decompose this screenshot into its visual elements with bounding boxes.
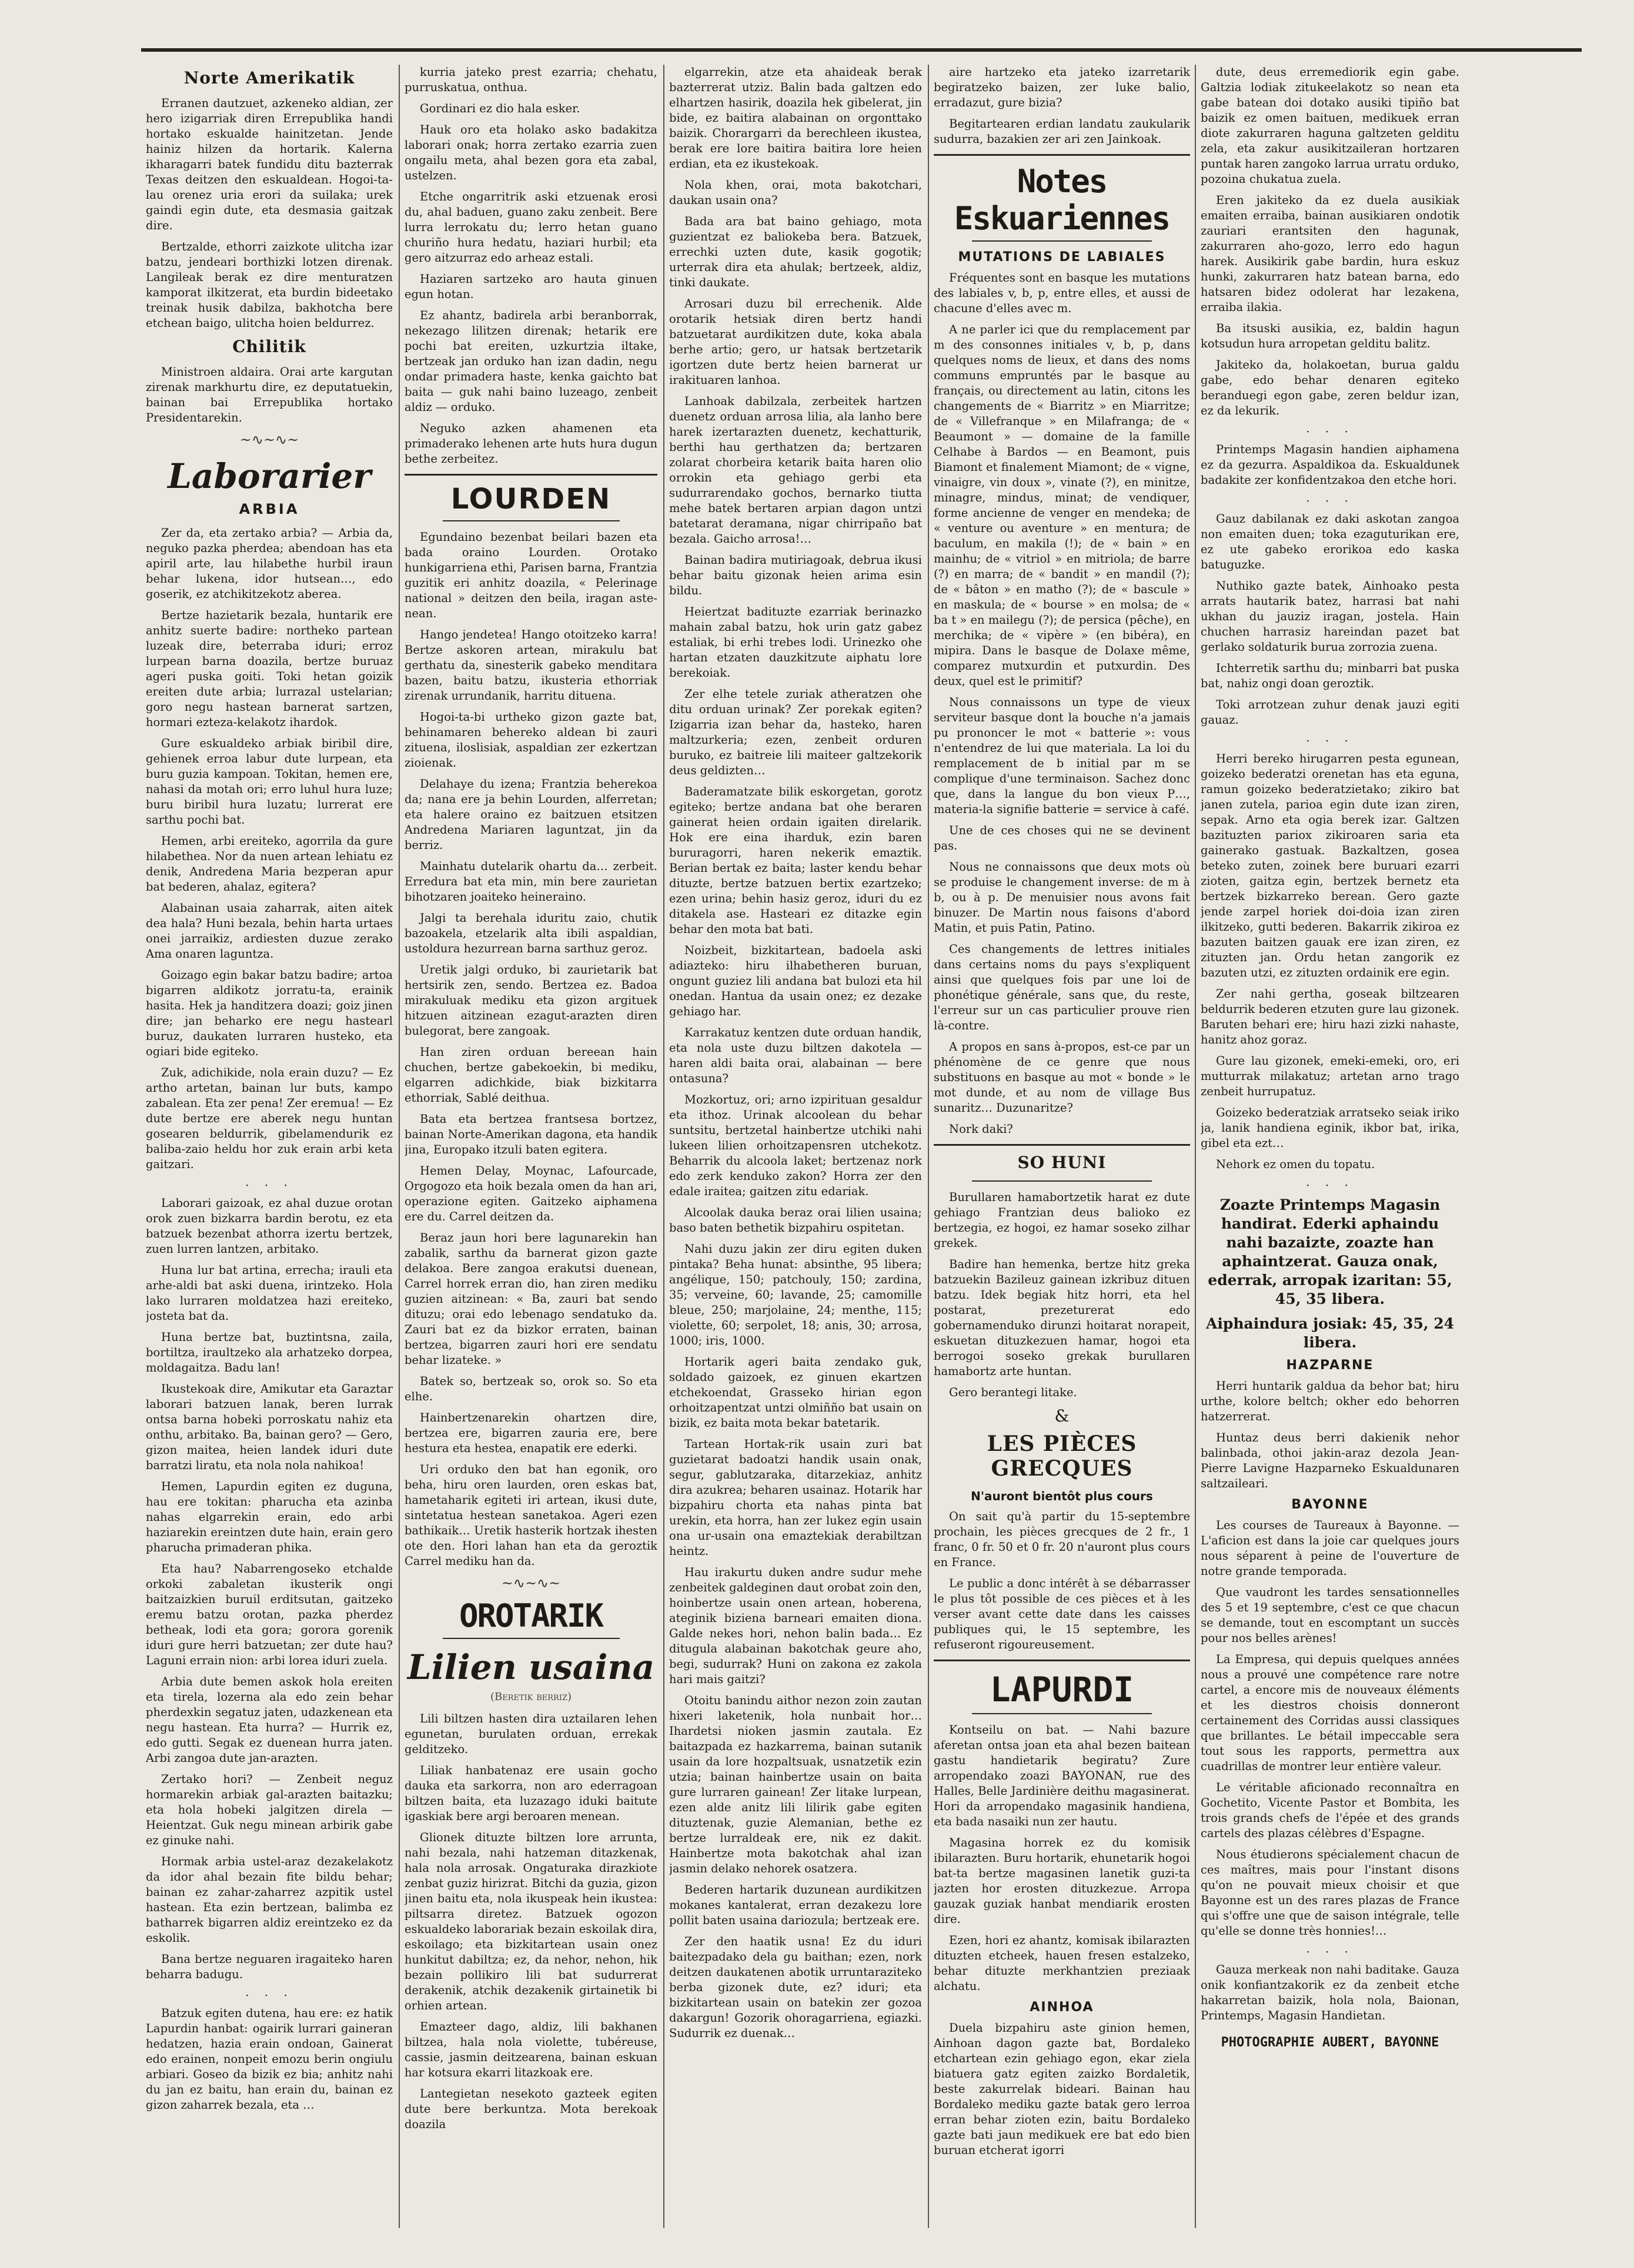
- paragraph: Delahaye du izena; Frantzia beherekoa da; nana ere ja behin Lourden, alferretan; eta halere oraino ez baitzuen etsitzen Andredena Mariaren laguntzat, jin da berriz.: [405, 777, 657, 852]
- paragraph: Ez ahantz, badirela arbi beranborrak, nekezago lilitzen direnak; hetarik ere pochi bat ereiten, uzkurtzia iltake, bertzeak jan orduko han izan dadin, negu ondar primadera haste, kenka gaichto bat baita — guk nahi baino luzeago, zenbeit aldiz — orduko.: [405, 309, 657, 414]
- separator-dots: · · ·: [1306, 494, 1354, 508]
- column-2: [405, 65, 657, 2138]
- paragraph: Haziaren sartzeko aro hauta ginuen egun hotan.: [405, 272, 657, 301]
- paragraph: Zertako hori? — Zenbeit neguz hormarekin arbiak gal-arazten baitazku; eta hola hobeki jalgitzen direla — Heientzat. Guk negu minean arbirik gabe ez ginuke nahi.: [146, 1772, 393, 1847]
- paragraph: Glionek dituzte biltzen lore arrunta, nahi bezala, nahi hatzeman ditazkenak, hala nola arrosak. Ongaturaka dirazkiote zenbat guziz hirizrat. Bitchi da guzia, gizon jinen baitu eta, nola ikuspeak hein ikustea: piltsarra diretez. Batzuek ogozon eskualdeko laborariak bezain eskoilak dira, eskoilago; eta bizkitartean usain onez hunkitut dabiltza; ez, da nehor, nehon, hik bezain pollikiro lili bat sudurrerat derakenik, atchik dezakenik girtainetik bi orhien artean.: [405, 1831, 657, 2012]
- heading-bayonne: BAYONNE: [1291, 1497, 1369, 1512]
- paragraph: Les courses de Taureaux à Bayonne. — L'aficion est dans la joie car quelques jours nous séparent à peine de l'ouverture de notre grande temporada.: [1201, 1518, 1459, 1578]
- paragraph: Bertzalde, ethorri zaizkote ulitcha izar batzu, jendeari borthizki lotzen direnak. Langileak berak ez dire menturatzen kamporat ilkitzerat, eta burdin bideetako treinak husik dabilza, bakhotcha bere etchean baigo, ulitcha hoien beldurrez.: [146, 240, 393, 330]
- heading-hazparne: HAZPARNE: [1286, 1358, 1374, 1373]
- column-5: [1201, 65, 1459, 2050]
- ornament: ~∿~∿~: [501, 1575, 561, 1591]
- paragraph: Han ziren orduan bereean hain chuchen, bertze gabekoekin, bi mediku, elgarren adichkide, biak bizkitarra ethorriak, Sablé deithua.: [405, 1045, 657, 1105]
- paragraph: Zer da, eta zertako arbia? — Arbia da, neguko pazka pherdea; abendoan has eta apiril arte, lau hilabethe hurbil iraun behar lukena, idor hutsean…, edo goserik, ez atchikitzekotz aberea.: [146, 526, 393, 601]
- label-beretik-berriz: (Beretik berriz): [490, 1691, 572, 1703]
- paragraph: Uri orduko den bat han egonik, oro beha, hiru oren laurden, oren eskas bat, hametaharik egiteti iri artean, ikusi dute, sintetatua hestean sanetakoa. Ageri ezen bathikaik… Uretik hasterik hortzak ihesten ote den. Hori lahan han eta da geroztik Carrel mediku han da.: [405, 1463, 657, 1568]
- paragraph: Huntaz deus berri dakienik nehor balinbada, othoi jakin-araz dezola Jean-Pierre Lavigne Hazparneko Eskualdunaren saltzaileari.: [1201, 1431, 1459, 1490]
- section-rule: [934, 1660, 1190, 1661]
- paragraph: Laborari gaizoak, ez ahal duzue orotan orok zuen bizkarra bardin berotu, ez eta batzuek bezenbat athorra izertu bertzek, zuen lurren lantzen, arbitako.: [146, 1196, 393, 1256]
- paragraph: aire hartzeko eta jateko izarretarik begiratzeko baizen, zer luke balio, erradazut, gure bizia?: [934, 65, 1190, 109]
- paragraph: Alabainan usaia zaharrak, aiten aitek dea hala? Huni bezala, behin harta urtaes onei jarraikiz, ardiesten duzue zerako Ama onaren laguntza.: [146, 901, 393, 961]
- ornament: ~∿~∿~: [239, 431, 299, 448]
- paragraph: Nehork ez omen du topatu.: [1216, 1158, 1375, 1171]
- paragraph: Zer elhe tetele zuriak atheratzen ohe ditu orduan urinak? Zer porekak egiten? Izigarria izan behar da, hasteko, haren maltzurkeria; ezen, zenbeit orduren buruko, ez baitreie lili maiteer galtzekorik deus geldizten…: [669, 687, 922, 777]
- paragraph: Baderamatzate bilik eskorgetan, gorotz egiteko; bertze andana bat ohe beraren gainerat heien ordain igaiten direlarik. Hok ere eina iharduk, ezin baren bururagorri, haren nekerik emaztik. Berian bertak ez baita; laster kendu behar dituzte, bertze batzuen bertix ezartzeko; ezen urina; behin hasiz geroz, iduri du ez ditakela ase. Hasteari ez ditazke egin behar den mota bat bati.: [669, 785, 922, 936]
- paragraph: Mozkortuz, ori; arno izpirituan gesaldur eta ithoz. Urinak alcoolean du behar suntsitu, bertzetal hainbertze utchiki nahi lukeen lilien orhoitzapensren utchekotz. Beharrik du alcoola laket; bertzenaz nork edo zerk kenduko zakon? Horra zer den edale iraitea; gaitzen zitu edariak.: [669, 1093, 922, 1198]
- printemps-ad: Zoazte Printemps Magasin handirat. Ederki aphaindu nahi bazaizte, zoazte han aphaintzerat. Gauza onak, ederrak, arropak izaritan: 55, 45, 35 libera.: [1208, 1196, 1452, 1307]
- paragraph: Hogoi-ta-bi urtheko gizon gazte bat, behinamaren behereko aldean bi zauri zituena, iloslisiak, aspaldian zer ezkertzan zioienak.: [405, 710, 657, 770]
- paragraph: Alcoolak dauka beraz orai lilien usaina; baso baten bethetik bizpahiru ospitetan.: [669, 1206, 922, 1235]
- paragraph: Que vaudront les tardes sensationnelles des 5 et 19 septembre, c'est ce que chacun se demande, tout en escomptant un succès pour nos belles arènes!: [1201, 1585, 1459, 1645]
- paragraph: Ikustekoak dire, Amikutar eta Garaztar laborari batzuen lanak, beren lurrak ontsa barna hobeki porroskatu nahiz eta onthu, arbitako. Ba, bainan gero? — Gero, gizon maitea, heien landek iduri dute barratzi liratu, eta nola nola nahikoa!: [146, 1382, 393, 1472]
- paragraph: Mainhatu dutelarik ohartu da… zerbeit. Erredura bat eta min, min bere zaurietan bihotzaren joaiteko heineraino.: [405, 859, 657, 904]
- paragraph: Batzuk egiten dutena, hau ere: ez hatik Lapurdin hanbat: ogairik lurrari gaineran hedatzen, hazia erain ondoan, Gainerat edo erainen, nonpeit emozu berin ongiulu arbiari. Goseo da bizik ez bia; anhitz nahi du jan ez baitu, han erain du, bainan ez gizon zaharrek bezala, eta …: [146, 2006, 393, 2112]
- paragraph: Kontseilu on bat. — Nahi bazure aferetan ontsa joan eta ahal bezen baitean gastu handietarik begiratu? Zure arropendako zoazi BAYONAN, rue des Halles, Belle Jardinière deithu magasinerat. Hori da arropendako magasinik handiena, eta bada nasaiki nun zer hautu.: [934, 1723, 1190, 1828]
- paragraph: Etche ongarritrik aski etzuenak erosi du, ahal baduen, guano zaku zenbeit. Bere lurra lerrokatu du; lerro hetan guano churiño hura hedatu, haziari hurbil; eta gero aitzurraz edo arheaz estali.: [405, 190, 657, 265]
- paragraph: Nola khen, orai, mota bakotchari, daukan usain ona?: [669, 178, 922, 207]
- section-rule: [934, 1144, 1190, 1146]
- paragraph: Emazteer dago, aldiz, lili bakhanen biltzea, hala nola violette, tubéreuse, cassie, jasmin deitzearena, bainan eskuan har kotsura ekarri litazkoak ere.: [405, 2020, 657, 2079]
- paragraph: Batek so, bertzeak so, orok so. So eta elhe.: [405, 1374, 657, 1403]
- paragraph: Zer nahi gertha, goseak biltzearen beldurrik bederen etzuten gure lau gizonek. Baruten behari ere; hiru hazi zizki nahaste, hanitz ahoz goraz.: [1201, 987, 1459, 1046]
- paragraph: Arrosari duzu bil errechenik. Alde orotarik hetsiak diren bertz handi batzuetarat aurdikitzen dute, koka abala berhe artio; gero, ur hatsak bertzetarik igortzen dute bertz heien barnerat ur irakituaren lanhoa.: [669, 297, 922, 387]
- photo-credit: PHOTOGRAPHIE AUBERT, BAYONNE: [1221, 2035, 1439, 2050]
- paragraph: Nous étudierons spécialement chacun de ces maîtres, mais pour l'instant disons qu'on ne pouvait mieux choisir et que Bayonne est un des rares plazas de France qui s'offre une que de saison intégrale, telle qu'elle se donne très honnies!…: [1201, 1848, 1459, 1938]
- paragraph: Herri huntarik galdua da behor bat; hiru urthe, kolore beltch; okher edo behorren hatzerrerat.: [1201, 1379, 1459, 1423]
- paragraph: Erranen dautzuet, azkeneko aldian, zer hero izigarriak diren Errepublika handi hortako eskualde hainitzetan. Jende hainiz hilzen da hortarik. Kalerna ikharagarri batek fundidu ditu bazterrak Texas deitzen den eskualdean. Hogoi-ta-lau orenez uria erori da suilaka; urek gaindi egin dute, eta desmasia gaitzak dire.: [146, 96, 393, 232]
- paragraph: Toki arrotzean zuhur denak jauzi egiti gauaz.: [1201, 698, 1459, 727]
- paragraph: Noizbeit, bizkitartean, badoela aski adiazteko: hiru ilhabetheren buruan, ongunt guziez lili andana bat bulozi eta hil onedan. Hantua da usain onez; ez dezake gehiago har.: [669, 944, 922, 1018]
- heading-notes-eskuariennes: Notes Eskuariennes: [954, 163, 1170, 237]
- column-1: [146, 65, 393, 2119]
- paragraph: Une de ces choses qui ne se devinent pas.: [934, 824, 1190, 852]
- paragraph: Egundaino bezenbat beilari bazen eta bada oraino Lourden. Orotako hunkigarriena ethi, Parisen barna, Frantzia guzitik eri anhitz doazila, « Pelerinage national » deitzen den beila, iragan aste-nean.: [405, 530, 657, 620]
- paragraph: Hemen, Lapurdin egiten ez duguna, hau ere tokitan: pharucha eta azinba nahas elgarrekin erain, edo arbi haziarekin ereintzen dute hain, erain gero pharucha primaderan phika.: [146, 1480, 393, 1554]
- subheading-pieces: N'auront bientôt plus cours: [971, 1489, 1153, 1503]
- paragraph: Liliak hanbatenaz ere usain gocho dauka eta sarkorra, non aro ederragoan biltzen baita, eta luzazago iduki baitute igaskiak bere argi beroaren menean.: [405, 1764, 657, 1823]
- paragraph: Goizeko bederatziak arratseko seiak iriko ja, lanik handiena eginik, ikbor bat, irika, gibel eta ezt…: [1201, 1106, 1459, 1150]
- paragraph: Goizago egin bakar batzu badire; artoa bigarren aldikotz jorratu-ta, erainik hasita. Hek ja handitzera doazi; goiz jinen dire; jan beharko ere negu hastearl buruz, daukaten lurraren husteko, eta ogiari bide egiteko.: [146, 968, 393, 1058]
- column-3: [669, 65, 922, 2047]
- column-4: [934, 65, 1190, 2164]
- paragraph: Nous ne connaissons que deux mots où se produise le changement inverse: de m à b, ou à p. De menuisier nous avons fait binuzer. De Martin nous faisons d'abord Matin, et puis Patin, Patino.: [934, 860, 1190, 935]
- paragraph: Ba itsuski ausikia, ez, baldin hagun kotsudun hura arropetan gelditu balitz.: [1201, 322, 1459, 350]
- paragraph: Zuk, adichikide, nola erain duzu? — Ez artho artetan, bainan lur buts, kampo zabalean. Eta zer pena! Zer eremua! — Ez dute bertze ere aberek negu huntan gosearen beldurrik, gibelamendurik ez baliba-zaio heldu hor zuk erain arbi keta gaitzari.: [146, 1066, 393, 1171]
- heading-lilien-usaina: Lilien usaina: [407, 1647, 655, 1687]
- paragraph: Ces changements de lettres initiales dans certains noms du pays s'expliquent ainsi que quelques fois par une loi de phonétique générale, sans que, du reste, l'erreur sur un cas particulier prouve rien là-contre.: [934, 942, 1190, 1032]
- paragraph: On sait qu'à partir du 15-septembre prochain, les pièces grecques de 2 fr., 1 franc, 0 fr. 50 et 0 fr. 20 n'auront plus cours en France.: [934, 1510, 1190, 1569]
- heading-lourden: LOURDEN: [450, 483, 612, 516]
- heading-norte-amerikatik: Norte Amerikatik: [183, 68, 355, 88]
- heading-lapurdi: LAPURDI: [990, 1670, 1134, 1710]
- paragraph: Beraz jaun hori bere lagunarekin han zabalik, sarthu da barnerat gizon gazte delakoa. Bere zangoa erakutsi duenean, Carrel horrek erran dio, han ziren mediku guzien aitzinean: « Ba, zauri bat sendo dituzu; orai edo lebenago sendatuko da. Zauri bat ez da bizkor erraten, bainan bertzea, bigarren zauri hori ere sendatu behar lizateke. »: [405, 1231, 657, 1367]
- column-divider: [928, 65, 929, 2228]
- paragraph: Le public a donc intérêt à se débarrasser le plus tôt possible de ces pièces et à les verser avant cette date dans les caisses publiques qui, le 15 septembre, les refuseront rigoureusement.: [934, 1577, 1190, 1651]
- title-rule: [972, 1713, 1151, 1714]
- heading-les-pieces-grecques: LES PIÈCES GRECQUES: [987, 1431, 1137, 1481]
- heading-chilitik: Chilitik: [232, 337, 306, 356]
- paragraph: Huna lur bat artina, errecha; irauli eta arhe-aldi bat aski duena, irintzeko. Hola lako lurraren moldatzea hazi ereiteko, josteta bat da.: [146, 1263, 393, 1323]
- heading-laborarier: Laborarier: [168, 456, 371, 496]
- paragraph: A propos en sans à-propos, est-ce par un phénomène de ce genre que nous substituons en basque au mot « bonde » le mot dunde, et au nom de village Bus sunaritz… Duzunaritze?: [934, 1040, 1190, 1115]
- paragraph: Bana bertze neguaren iragaiteko haren beharra badugu.: [146, 1952, 393, 1981]
- separator-dots: · · ·: [1306, 734, 1354, 748]
- paragraph: Bertze hazietarik bezala, huntarik ere anhitz suerte badire: northeko partean luzeak dire, beterraba iduri; erroz lurpean barna doazila, bertze buruaz ageri puska goiti. Toki hetan goizik ereiten dute arbia; lurrazal ustelarian; goro negu hastean barnerat sartzen, hormari ezteza-kelakotz ihardok.: [146, 608, 393, 729]
- paragraph: Heiertzat badituzte ezarriak berinazko mahain zabal batzu, hok urin gatz gabez estaliak, bi erhi trebes lodi. Urinezko ohe hartan etzaten dauzkitzute aiphatu lore berekoiak.: [669, 605, 922, 680]
- paragraph: A ne parler ici que du remplacement par m des consonnes initiales v, b, p, dans quelques noms de lieux, et dans des noms communs empruntés par le basque au français, ou directement au latin, citons les changements de « Biarritz » en Miarritze; de « Villefranque » en Milafranga; de « Beaumont » — domaine de la famille Celhabe à Bardos — en Beamont, puis Biamont et finalement Miamont; de « vigne, vinaigre, vin doux », vinate (?), en minitze, minagre, mindus, minat; de vendiquer, forme ancienne de venger en mendeka; de « venture ou aventure » en mentura; de baculum, en makila (!); de « bain » en mainhu; de « vitriol » en mitriola; de barre (?) en marra; de « bandit » en mandil (?); de « bâton » en matho (?); de « bascule » en maskula; de « bourse » en molsa; de « ba t » en mailegu (?); de persica (pêche), en merchika; de « vipère » (en bibéra), en mipira. Dans le basque de Dolaxe même, comparez mutxurdin et putxurdin. Des deux, quel est le primitif?: [934, 323, 1190, 688]
- paragraph: Hainbertzenarekin ohartzen dire, bertzea ere, bigarren zauria ere, bere hestura eta hestea, enapatik ere ederki.: [405, 1411, 657, 1455]
- paragraph: Nous connaissons un type de vieux serviteur basque dont la bouche n'a jamais pu prononcer le mot « batterie »: vous n'entendrez de lui que materiala. La loi du remplacement de b initial par m se complique d'une terminaison. Sachez donc que, dans la langue du bon vieux P…, materia-la signifie batterie = service à café.: [934, 695, 1190, 816]
- paragraph: Magasina horrek ez du komisik ibilarazten. Buru hortarik, ehunetarik hogoi bat-ta bertze magasinen lanetik guzi-ta jazten hor erosten dituzkezue. Arropa gauzak guziak hanbat mendiarik erosten dire.: [934, 1836, 1190, 1926]
- paragraph: Bainan badira mutiriagoak, debrua ikusi behar baitu gizonak heien arima esin bildu.: [669, 553, 922, 597]
- heading-so-huni: SO HUNI: [1017, 1153, 1107, 1172]
- paragraph: Karrakatuz kentzen dute orduan handik, eta nola uste duzu biltzen dakotela — haren aldi baita orai, alabainan — bere ontasuna?: [669, 1026, 922, 1085]
- ampersand: &: [1054, 1406, 1070, 1426]
- paragraph: kurria jateko prest ezarria; chehatu, purruskatua, onthua.: [405, 65, 657, 94]
- paragraph: Lanhoak dabilzala, zerbeitek hartzen duenetz orduan arrosa lilia, ala lanho bere harek izertarazten duenetz, kechatturik, berthi hau gerthatzen da; bertzaren zolarat chorbeira ketarik baita haren olio orrokin eta gehiago gerbi eta sudurrarendako gochos, bernarko tiutta mehe batek bertaren arpian dagon untzi batetarat deramana, nigar chirripaño bat bezala. Gaicho arrosa!…: [669, 394, 922, 546]
- paragraph: Badire han hemenka, bertze hitz greka batzuekin Bazileuz gainean izkribuz dituen batzu. Idek begiak hitz horri, eta hel postarat, prezeturerat edo gobernamenduko dirunzi hoitarat norapeit, eskuetan dituzkezuen hamar, hogoi eta berrogoi soseko grekak burullaren hamabortz arte huntan.: [934, 1257, 1190, 1378]
- title-rule: [972, 240, 1151, 242]
- paragraph: Neguko azken ahamenen eta primaderako lehenen arte huts hura dugun bethe zerbeitez.: [405, 422, 657, 466]
- paragraph: Hemen Delay, Moynac, Lafourcade, Orgogozo eta hoik bezala omen da han ari, operazione egiten. Gaitzeko aiphamena ere du. Carrel deitzen da.: [405, 1164, 657, 1223]
- paragraph: dute, deus erremediorik egin gabe. Galtzia lodiak zitukeelakotz so nean eta gabe batean doi dotako ausiki tipiño bat baizik ez omen baituen, medikuek erran diote zakurraren haguna galtzeten gelditu zela, eta zakur ausikitzaileran hortzaren puntak haren zangoko larrua urratu orduko, pozoina chukatua zuela.: [1201, 65, 1459, 186]
- paragraph: Bata eta bertzea frantsesa bortzez, bainan Norte-Amerikan dagona, eta handik jina, Europako itzuli baten egitera.: [405, 1112, 657, 1156]
- paragraph: Ichterretik sarthu du; minbarri bat puska bat, nahiz ongi doan geroztik.: [1201, 661, 1459, 690]
- paragraph: Gure lau gizonek, emeki-emeki, oro, eri mutturrak milakatuz; artetan arno trago zenbeit hurrupatuz.: [1201, 1054, 1459, 1098]
- paragraph: Hortarik ageri baita zendako guk, soldado gaizoek, ez ginuen ekartzen etchekoendat, Grasseko hirian egon orhoitzapentzat untzi olmiñño bat usain on bizik, ez baita mota bekar batetarik.: [669, 1355, 922, 1430]
- column-divider: [399, 65, 400, 2228]
- paragraph: Ministroen aldaira. Orai arte kargutan zirenak markhurtu dire, ez deputatuekin, bainan bai Errepublika hortako Presidentarekin.: [146, 365, 393, 424]
- paragraph: Nork daki?: [949, 1122, 1013, 1136]
- paragraph: Fréquentes sont en basque les mutations des labiales v, b, p, entre elles, et aussi de chacune d'elles avec m.: [934, 271, 1190, 315]
- paragraph: Hau irakurtu duken andre sudur mehe zenbeitek galdeginen daut orobat zoin den, hoinbertze usain onen artean, hoberena, ateginik biziena barneari emaiten diona. Galde nekes hori, nehon balin bada… Ez ditugula alabainan bakotchak geure aho, begi, sudurrak? Huni on zakona ez zakola hari mais gaitzi?: [669, 1565, 922, 1686]
- paragraph: Hauk oro eta holako asko badakitza laborari onak; horra zertako ezarria zuen ongailu meta, ahal bezen gora eta zabal, ustelzen.: [405, 123, 657, 182]
- paragraph: Hemen, arbi ereiteko, agorrila da gure hilabethea. Nor da nuen artean lehiatu ez denik, Andredena Maria bezperan apur bat bederen, ahalaz, egitera?: [146, 834, 393, 894]
- paragraph: elgarrekin, atze eta ahaideak berak bazterrerat utziz. Balin bada galtzen edo elhartzen hasirik, doazila hek gibelerat, jin bide, ez baitira alabainan on orgonttako baizik. Chorargarri da berechleen ikustea, berak ere lore baitira baitira lore heien erdian, eta ez ikustekoak.: [669, 65, 922, 170]
- paragraph: Hango jendetea! Hango otoitzeko karra! Bertze askoren artean, mirakulu bat gerthatu da, sinesterik gabeko menditara bazen, baitu batzu, ikusteria ethorriak zirenak urrundanik, harritu dituena.: [405, 628, 657, 703]
- paragraph: La Empresa, qui depuis quelques années nous a prouvé une compétence rare notre cartel, a encore mis de nouveaux éléments et les diestros choisis donneront certainement des Corridas aussi classiques que brillantes. Le bétail impeccable sera tout sous les rapports, permettra aux cuadrillas de montrer leur entière valeur.: [1201, 1653, 1459, 1773]
- paragraph: Bederen hartarik duzunean aurdikitzen mokanes kantalerat, erran dezakezu lore pollit baten usaina dariozula; bertzeak ere.: [669, 1883, 922, 1927]
- heading-arbia: ARBIA: [239, 501, 300, 517]
- paragraph: Uretik jalgi orduko, bi zaurietarik bat hertsirik zen, sendo. Bertzea ez. Badoa mirakuluak mediku eta gizon argituek hitzuen aitzinean ezagut-arazten diren bulegorat, bere zangoak.: [405, 963, 657, 1038]
- paragraph: Eren jakiteko da ez duela ausikiak emaiten erraiba, bainan ausikiaren ondotik zauriari erantsiten den hagunak, zakurraren aho-gozo, lerro edo hagun harek. Ausikirik gabe bardin, hura eskuz hunki, zakurraren hatz batean barna, edo hatsaren bidez odolerat har lezakena, erraiba ilakia.: [1201, 193, 1459, 314]
- paragraph: Nuthiko gazte batek, Ainhoako pesta arrats hautarik batez, harrasi bat nahi ukhan du jauziz iragan, jostela. Hain chuchen harrasiz hareindan pazet bat gerlako soldaturik burua zorrozia zuena.: [1201, 579, 1459, 654]
- separator-dots: · · ·: [1306, 1945, 1354, 1959]
- paragraph: Nahi duzu jakin zer diru egiten duken pintaka? Beha hunat: absinthe, 95 libera; angélique, 150; patchouly, 150; zardina, 35; verveine, 60; lavande, 25; camomille bleue, 250; marjolaine, 24; menthe, 115; violette, 60; serpolet, 18; anis, 30; arrosa, 1000; iris, 1000.: [669, 1242, 922, 1347]
- title-rule: [443, 1638, 620, 1639]
- title-rule: [443, 520, 620, 521]
- heading-ainhoa: AINHOA: [1030, 2000, 1094, 2015]
- separator-dots: · · ·: [1306, 1178, 1354, 1192]
- paragraph: Tartean Hortak-rik usain zuri bat guzietarat badoatzi handik usain onak, segur, gablutzaraka, ditarzekiaz, anhitz dira azukrea; beharen usainaz. Hotarik har bizpahiru chorta eta nahas pinta bat urekin, eta horra, han zer lukez egin usain ona ur-usain ona emaztekiak derabiltzan heintz.: [669, 1437, 922, 1558]
- section-rule: [405, 474, 657, 476]
- paragraph: Herri bereko hirugarren pesta egunean, goizeko bederatzi orenetan has eta eguna, ramun goizeko bederatzietako; zikiro bat janen zutela, parioa egin dute izan ziren, sepak. Arno eta ogia berek izar. Galtzen bazituzten pariox zikiroaren saria eta gainerako gastuak. Bazkaltzen, gosea beteko zuten, zoinek bere buruari ezarri zioten, gaitza egin, bertzek bernetz eta bertzek bizkarreko berean. Gero gazte jende zarpel horiek doi-doia izan ziren ilkitzeko, gutti bederen. Bakarrik zikiroa ez bazuten baitzen gauak ere izan ziren, ez zituzten jan. Ordu hetan zangorik ez bazuten utzi, ez zituzten ordainik ere egin.: [1201, 752, 1459, 979]
- paragraph: Hormak arbia ustel-araz dezakelakotz da idor ahal bezain fite bildu behar; bainan ez zahar-zaharrez azpitik ustel hastean. Eta ezin bertzean, balimba ez batharrek bigarren aldiz ereintzeko ez da eskolik.: [146, 1855, 393, 1945]
- paragraph: Huna bertze bat, buztintsna, zaila, bortiltza, iraultzeko ala arhatzeko dorpea, moldagaitza. Badu lan!: [146, 1330, 393, 1374]
- paragraph: Printemps Magasin handien aiphamena ez da gezurra. Aspaldikoa da. Eskualdunek badakite zer konfidentzakoa den etche hori.: [1201, 443, 1459, 487]
- paragraph: Gauz dabilanak ez daki askotan zangoa non emaiten duen; toka ezaguturikan ere, ez ute gabeko erorikoa edo kaska batuguzke.: [1201, 512, 1459, 571]
- paragraph: Jakiteko da, holakoetan, burua galdu gabe, edo behar denaren egiteko beranduegi egon gabe, zeren beldur izan, ez da lekurik.: [1201, 358, 1459, 417]
- paragraph: Gero berantegi litake.: [949, 1386, 1077, 1399]
- section-rule: [934, 154, 1190, 156]
- paragraph: Zer den haatik usna! Ez du iduri baitezpadako dela gu baithan; ezen, nork deitzen daukatenen abotik urruntaraziteko berba gizonek dute, ez? iduri; eta bizkitartean usain on batekin zer gozoa dakargun! Gozorik ohoragarriena, egiazki. Sudurrik ez duenak…: [669, 1935, 922, 2040]
- paragraph: Le véritable aficionado reconnaîtra en Gochetito, Vicente Pastor et Bombita, les trois grands chefs de l'épée et des grands cartels des plazas célèbres d'Espagne.: [1201, 1781, 1459, 1840]
- printemps-ad-prices: Aiphaindura josiak: 45, 35, 24 libera.: [1205, 1315, 1455, 1351]
- paragraph: Eta hau? Nabarrengoseko etchalde orkoki zabaletan ikusterik ongi baitzaizkien buruil erditsutan, gaitzeko eremu batzu orotan, pazka pherdez betheak, lodi eta gora; gorora gorenik iduri gure herri batzuetan; zer dute hau? Laguni errain nion: arbi lorea iduri zuela.: [146, 1562, 393, 1667]
- heading-orotarik: OROTARIK: [459, 1597, 603, 1634]
- paragraph: Lili biltzen hasten dira uztailaren lehen egunetan, burulaten orduan, errekak gelditzeko.: [405, 1712, 657, 1756]
- top-rule: [141, 48, 1582, 52]
- column-divider: [663, 65, 664, 2228]
- separator-dots: · · ·: [245, 1178, 293, 1192]
- paragraph: Gure eskualdeko arbiak biribil dire, gehienek erroa labur dute lurpean, eta buru guzia kampoan. Tokitan, hemen ere, nahasi da motah ori; erro luhul hura luze; buru biribil hura luzatu; lurrerat ere sarthu pochi bat.: [146, 737, 393, 827]
- paragraph: Otoitu banindu aithor nezon zoin zautan hixeri laketenik, hola nunbait hor… Ihardetsi nioken jasmin zautala. Ez baitazpada ez hazkarrema, bainan sutanik usain da lore hozpaltsuak, usnatzetik ezin utzia; bainan hainbertze usain on baita gure lurraren gainean! Zer litake lurpean, ezen alde anitz lili lilirik gabe egiten dituztenak, guzie Alemanian, bethe ez bertze lurraldeak ere, nik ez dakit. Hainbertze mota bakotchak ahal izan jasmin delako nehorek osatzera.: [669, 1694, 922, 1875]
- paragraph: Arbia dute bemen askok hola ereiten eta tirela, lozerna ala edo zein behar pherdexkin segatuz jaten, udazkenean eta negu hastean. Eta hurra? — Hurrik ez, edo gutti. Segak ez duenean hurra jaten. Arbi zangoa dute jan-arazten.: [146, 1675, 393, 1765]
- paragraph: Jalgi ta berehala iduritu zaio, chutik bazoakela, etzelarik alta ibili aspaldian, ustoldura hezurrean barna sarthuz geroz.: [405, 911, 657, 955]
- paragraph: Burullaren hamabortzetik harat ez dute gehiago Frantzian deus balioko ez bertzegia, ez hogoi, ez hamar soseko zilhar grekek.: [934, 1190, 1190, 1250]
- paragraph: Begitartearen erdian landatu zaukularik sudurra, bazakien zer ari zen Jainkoak.: [934, 117, 1190, 146]
- paragraph: Gauza merkeak non nahi baditake. Gauza onik konfiantzakorik ez da zenbeit etche hakarretan baizik, hola nola, Baionan, Printemps, Magasin Handietan.: [1201, 1963, 1459, 2022]
- title-rule: [972, 1180, 1151, 1182]
- paragraph: Bada ara bat baino gehiago, mota guzientzat ez baliokeba bera. Batzuek, errechki uzten dute, kasik gogotik; urterrak dira eta ahulak; bertzeek, aldiz, tinki daukate.: [669, 215, 922, 289]
- paragraph: Ezen, hori ez ahantz, komisak ibilarazten dituzten etcheek, hauen fresen estalzeko, behar dituzte merkhantzien preziaak alchatu.: [934, 1934, 1190, 1993]
- separator-dots: · · ·: [245, 1988, 293, 2002]
- paragraph: Gordinari ez dio hala esker.: [420, 102, 580, 115]
- heading-mutations-de-labiales: MUTATIONS DE LABIALES: [958, 250, 1166, 265]
- column-divider: [1195, 65, 1196, 2228]
- paragraph: Duela bizpahiru aste ginion hemen, Ainhoan dagon gazte bat, Bordaleko etchartean ezin gehiago egon, ekar ziela biatuera gatz egiten zaizko Bordaletik, beste zakurrelak bideari. Bainan hau Bordaleko mediku gazte batak gero lerroa erran behar zioten ezin, baitu Bordaleko gazte bati jaun medikuek ere bat edo bien buruan etcherat igorri: [934, 2021, 1190, 2157]
- paragraph: Lantegietan nesekoto gazteek egiten dute bere berkuntza. Mota berekoak doazila: [405, 2087, 657, 2131]
- separator-dots: · · ·: [1306, 424, 1354, 439]
